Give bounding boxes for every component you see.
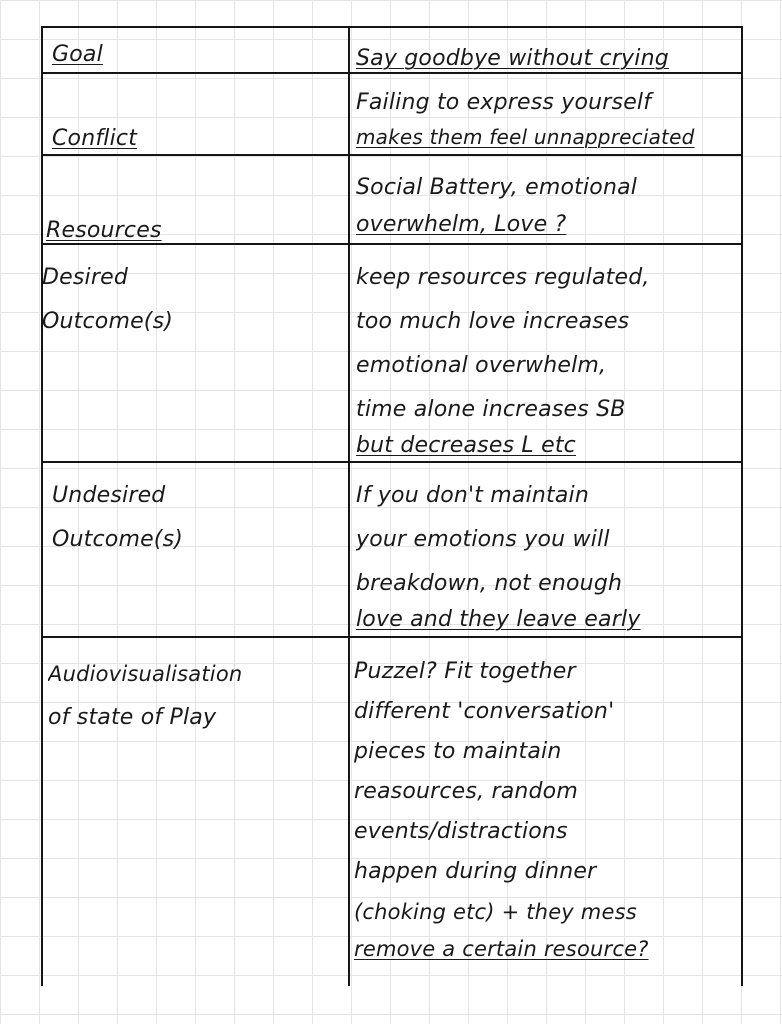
audiovisualisation-content-line: different 'conversation': [354, 699, 615, 724]
audiovisualisation-content-line: happen during dinner: [354, 859, 597, 884]
row-divider: [41, 461, 743, 463]
undesired-outcomes-content-line: breakdown, not enough: [356, 571, 623, 596]
undesired-outcomes-label-line: Undesired: [52, 483, 166, 508]
audiovisualisation-content-line: events/distractions: [354, 819, 568, 844]
audiovisualisation-content-line: Puzzel? Fit together: [354, 659, 576, 684]
conflict-content-cell: [356, 84, 738, 154]
desired-outcomes-label-line: Outcome(s): [42, 309, 174, 334]
audiovisualisation-label-cell: [48, 652, 344, 744]
desired-outcomes-content-line: but decreases L etc: [356, 433, 576, 458]
desired-outcomes-content-line: time alone increases SB: [356, 397, 626, 422]
goal-label-cell: [52, 42, 342, 72]
undesired-outcomes-content-line: If you don't maintain: [356, 483, 590, 508]
audiovisualisation-label-line: of state of Play: [48, 705, 217, 730]
audiovisualisation-content-line: reasources, random: [354, 779, 578, 804]
resources-label: Resources: [46, 218, 162, 243]
desired-outcomes-label-line: Desired: [42, 265, 128, 290]
desired-outcomes-content-line: emotional overwhelm,: [356, 353, 607, 378]
audiovisualisation-content-line: pieces to maintain: [354, 739, 562, 764]
desired-outcomes-label-cell: [42, 256, 342, 346]
undesired-outcomes-label-cell: [52, 474, 342, 564]
conflict-label-cell: [52, 126, 342, 154]
undesired-outcomes-content-cell: [356, 474, 738, 636]
audiovisualisation-content-cell: [354, 652, 740, 986]
resources-label-cell: [46, 218, 342, 244]
table-top-border: [41, 26, 743, 28]
desired-outcomes-content-cell: [356, 256, 738, 461]
resources-content-line: overwhelm, Love ?: [356, 212, 567, 237]
row-divider: [41, 154, 743, 156]
row-divider: [41, 72, 743, 74]
goal-content-cell: [356, 46, 738, 72]
undesired-outcomes-content-line: your emotions you will: [356, 527, 610, 552]
audiovisualisation-content-line: remove a certain resource?: [354, 937, 649, 961]
conflict-label: Conflict: [52, 126, 138, 151]
goal-label: Goal: [52, 42, 103, 67]
table-right-border: [741, 26, 743, 986]
desired-outcomes-content-line: too much love increases: [356, 309, 630, 334]
desired-outcomes-content-line: keep resources regulated,: [356, 265, 650, 290]
row-divider: [41, 636, 743, 638]
conflict-content-line: makes them feel unnappreciated: [356, 125, 695, 149]
goal-content-line: Say goodbye without crying: [356, 46, 669, 71]
conflict-content-line: Failing to express yourself: [356, 90, 652, 115]
resources-content-cell: [356, 166, 738, 244]
table-left-border: [41, 26, 43, 986]
undesired-outcomes-label-line: Outcome(s): [52, 527, 184, 552]
table-column-divider: [348, 26, 350, 986]
resources-content-line: Social Battery, emotional: [356, 175, 638, 200]
audiovisualisation-content-line: (choking etc) + they mess: [354, 900, 637, 924]
undesired-outcomes-content-line: love and they leave early: [356, 607, 641, 632]
audiovisualisation-label-line: Audiovisualisation: [48, 662, 243, 686]
